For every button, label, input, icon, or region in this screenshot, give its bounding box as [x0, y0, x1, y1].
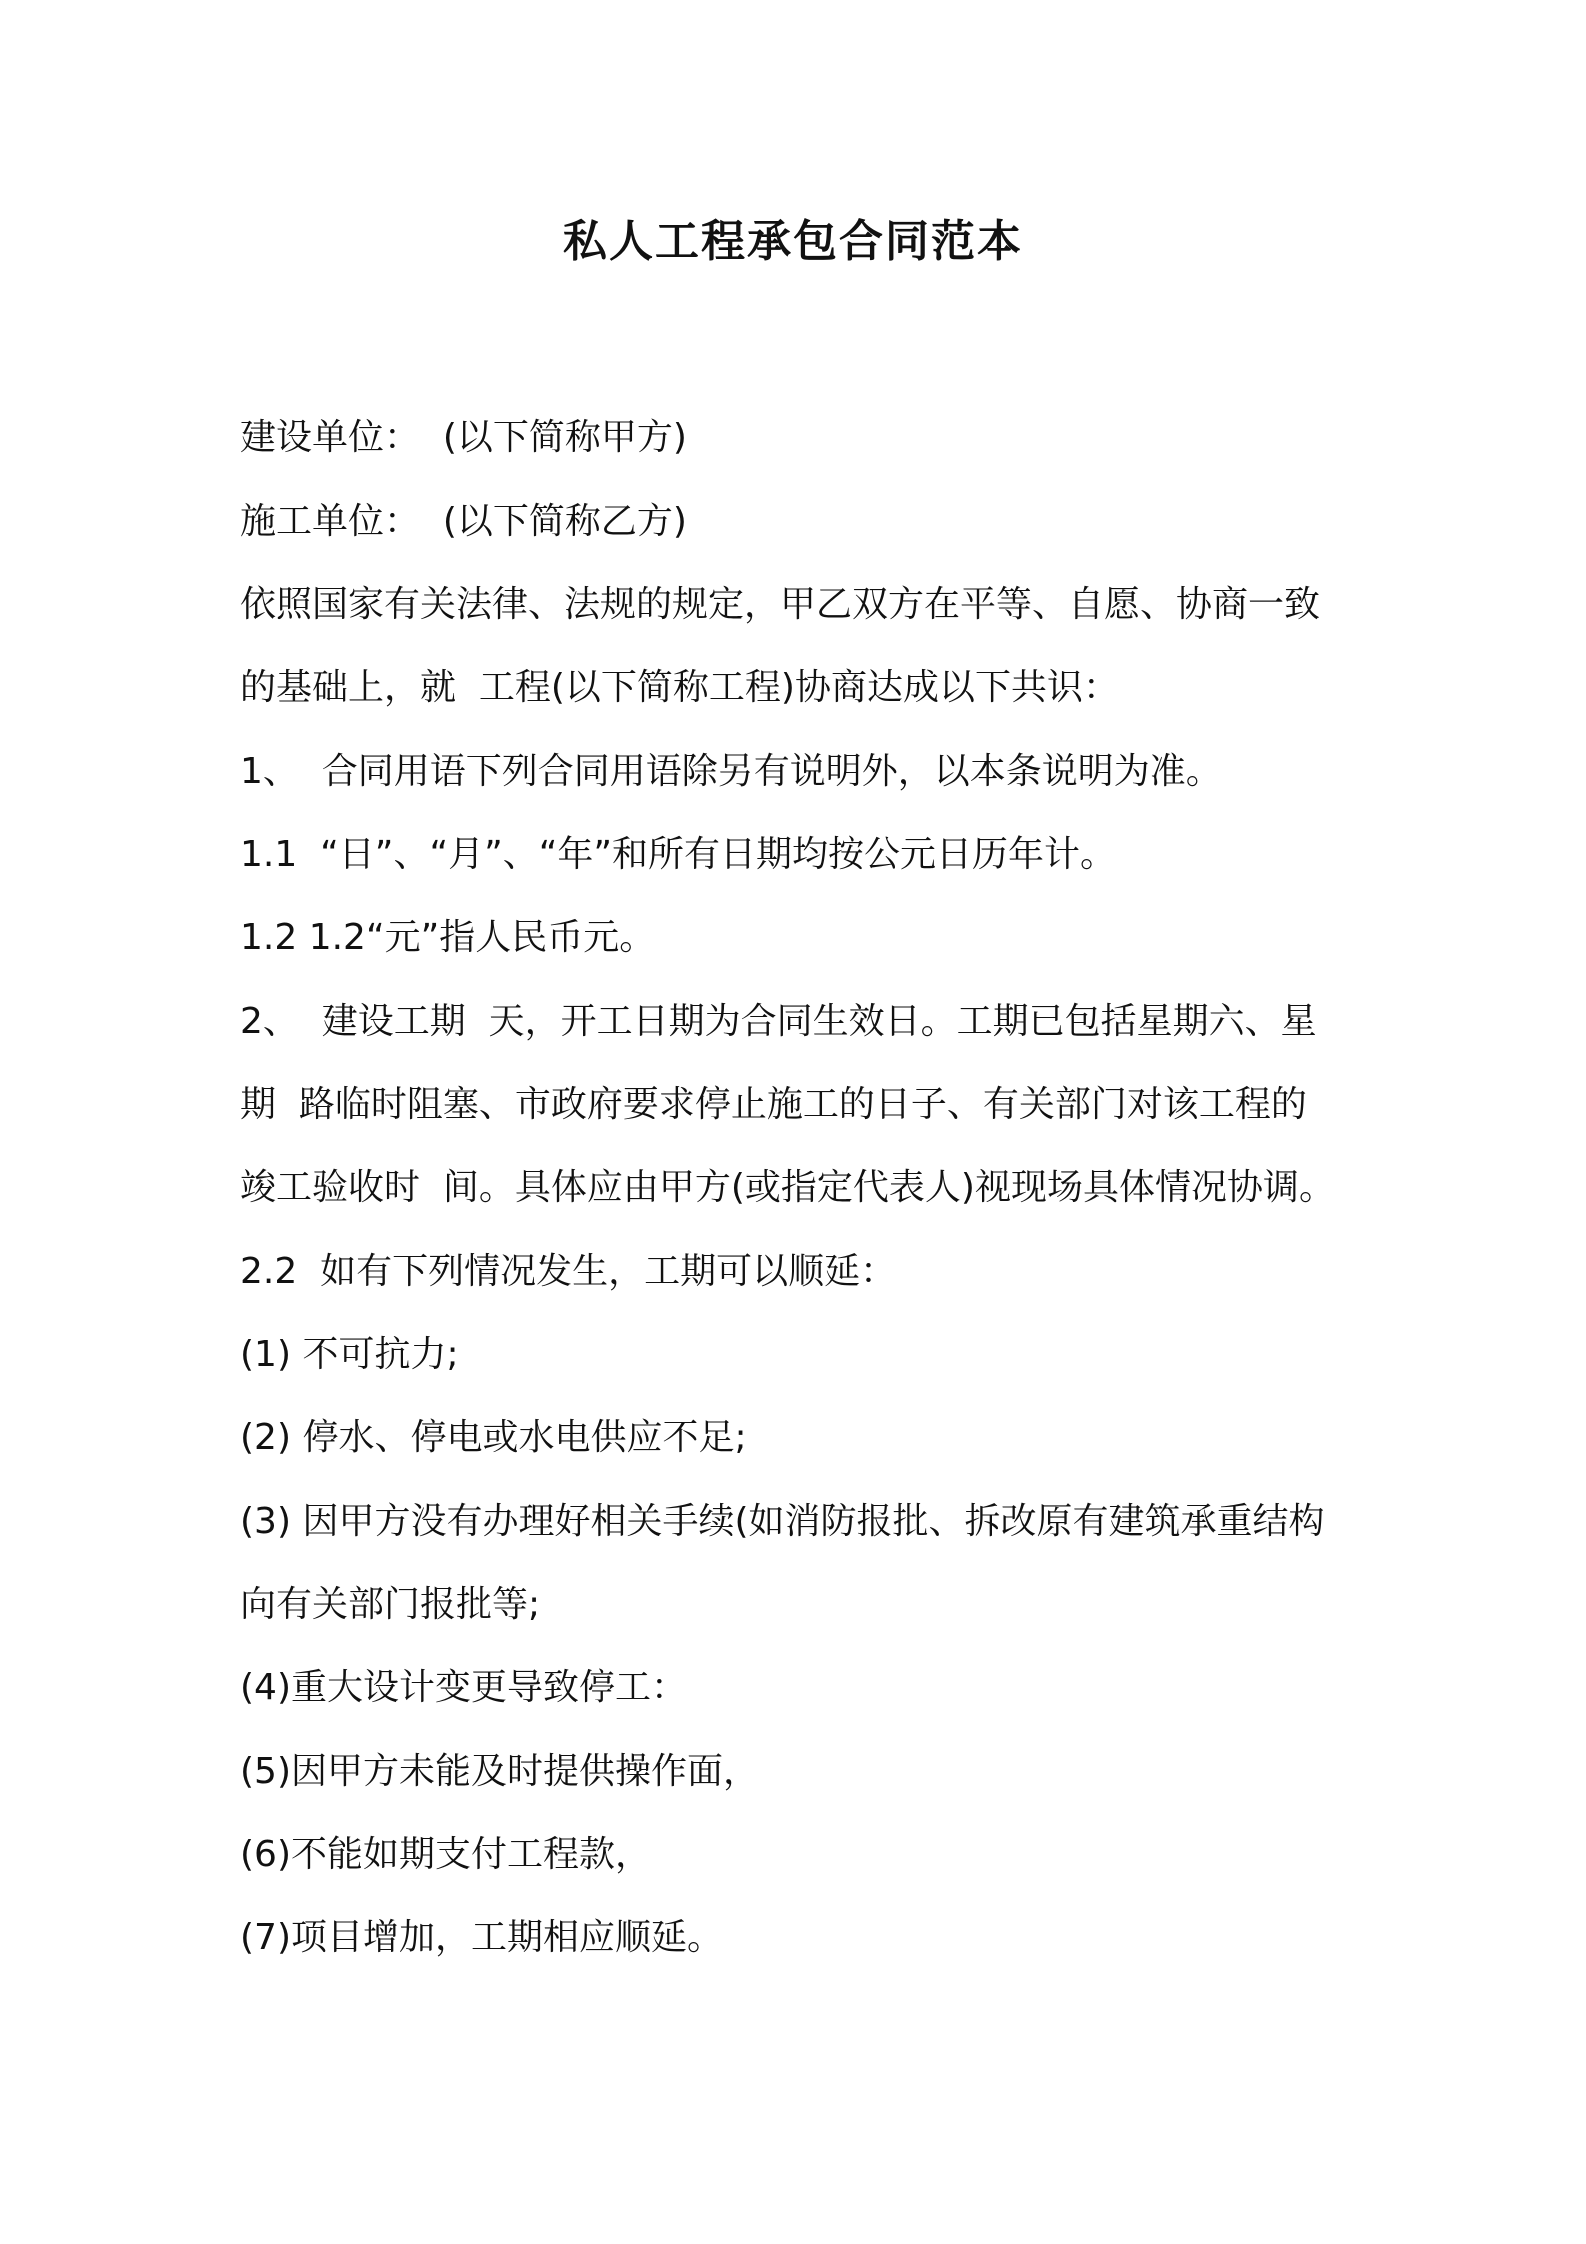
clause-line: 依照国家有关法律、法规的规定，甲乙双方在平等、自愿、协商一致	[240, 584, 1321, 625]
clause-line: (2) 停水、停电或水电供应不足;	[240, 1417, 747, 1458]
clause-line: (5)因甲方未能及时提供操作面，	[240, 1751, 759, 1792]
clause-line: 2.2 如有下列情况发生，工期可以顺延：	[240, 1251, 897, 1292]
clause-line: 1.1 “日”、“月”、“年”和所有日期均按公元日历年计。	[240, 834, 1117, 875]
clause-line: 期 路临时阻塞、市政府要求停止施工的日子、有关部门对该工程的	[240, 1084, 1307, 1125]
clause-line: 向有关部门报批等;	[240, 1584, 541, 1625]
document-title: 私人工程承包合同范本	[563, 216, 1023, 267]
clause-line: (1) 不可抗力;	[240, 1334, 459, 1375]
clause-line: 1、 合同用语下列合同用语除另有说明外，以本条说明为准。	[240, 751, 1222, 792]
clause-line: (3) 因甲方没有办理好相关手续(如消防报批、拆改原有建筑承重结构	[240, 1501, 1325, 1542]
clause-line: (4)重大设计变更导致停工：	[240, 1667, 687, 1708]
clause-line: 2、 建设工期 天，开工日期为合同生效日。工期已包括星期六、星	[240, 1001, 1317, 1042]
clause-line: 建设单位： (以下简称甲方)	[240, 417, 687, 458]
clause-line: 1.2 1.2“元”指人民币元。	[240, 917, 656, 958]
clause-line: 施工单位： (以下简称乙方)	[240, 501, 687, 542]
clause-line: 的基础上，就 工程(以下简称工程)协商达成以下共识：	[240, 667, 1119, 708]
clause-line: 竣工验收时 间。具体应由甲方(或指定代表人)视现场具体情况协调。	[240, 1167, 1335, 1208]
clause-line: (6)不能如期支付工程款，	[240, 1834, 651, 1875]
clause-line: (7)项目增加，工期相应顺延。	[240, 1917, 723, 1958]
